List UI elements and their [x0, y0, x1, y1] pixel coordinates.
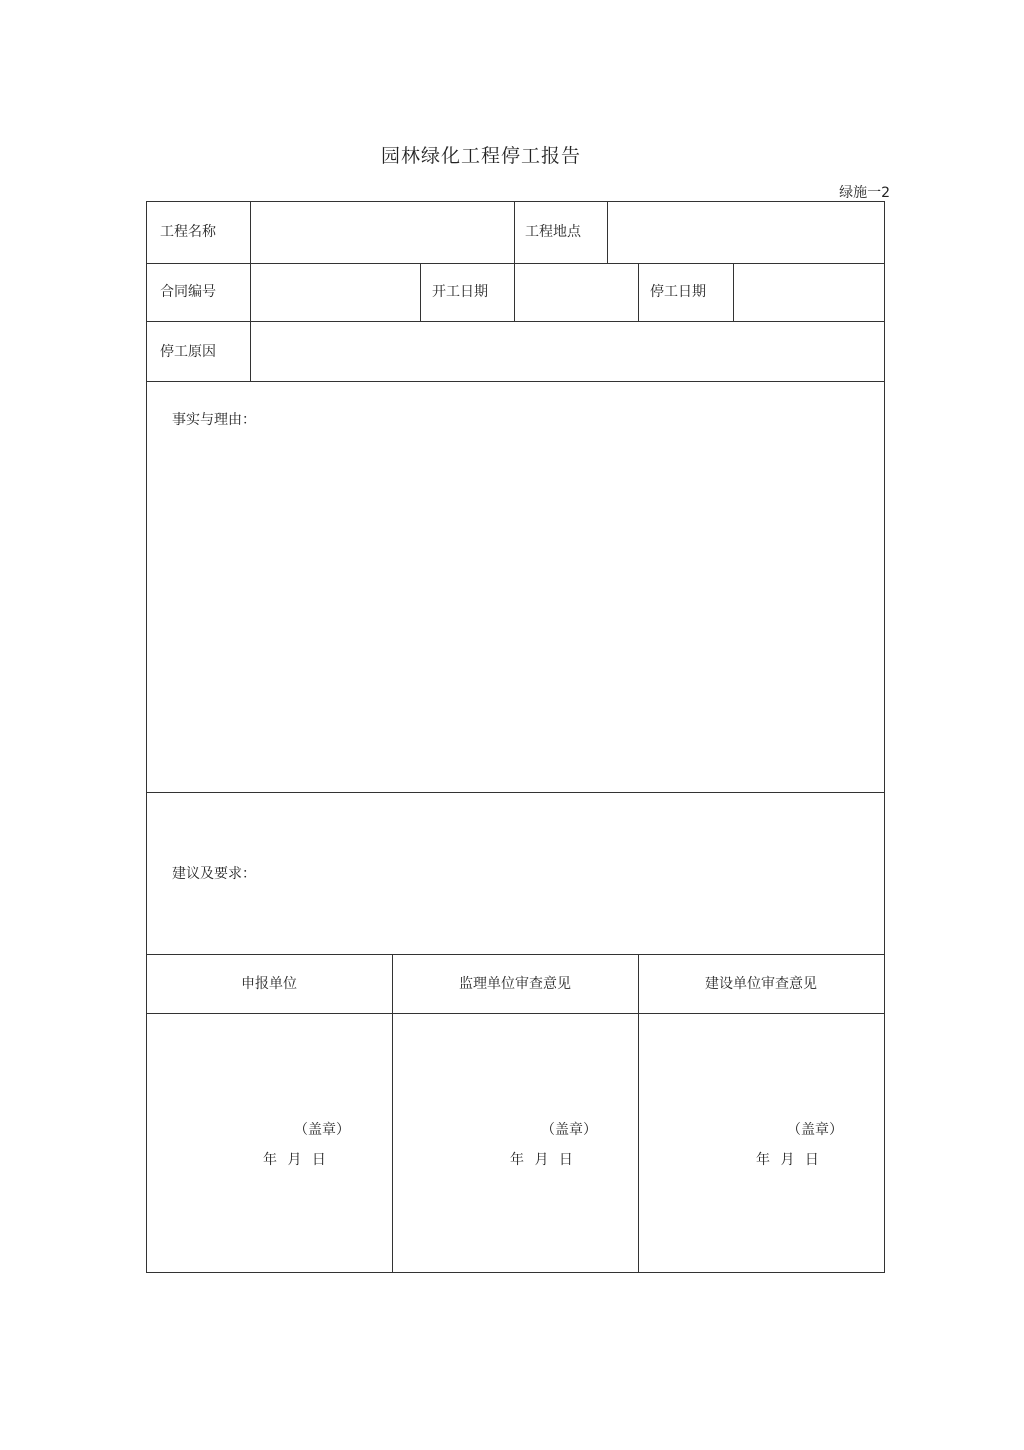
stop-date-label: 停工日期: [650, 284, 706, 300]
project-location-label: 工程地点: [525, 224, 581, 240]
row-divider: [146, 381, 885, 382]
table-border-bottom: [146, 1272, 885, 1273]
stop-reason-label: 停工原因: [160, 344, 216, 360]
col-divider: [607, 201, 608, 263]
project-name-label: 工程名称: [160, 224, 216, 240]
date-placeholder: 年 月 日: [263, 1152, 326, 1168]
col-divider: [250, 263, 251, 321]
row-divider: [146, 954, 885, 955]
col-divider: [514, 263, 515, 321]
seal-text: （盖章）: [294, 1122, 350, 1138]
date-placeholder: 年 月 日: [756, 1152, 819, 1168]
col-divider: [638, 954, 639, 1272]
applicant-unit-header: 申报单位: [241, 976, 297, 992]
row-divider: [146, 1013, 885, 1014]
row-divider: [146, 321, 885, 322]
col-divider: [638, 263, 639, 321]
form-code: 绿施一2: [839, 185, 890, 201]
contract-no-label: 合同编号: [160, 284, 216, 300]
document-title: 园林绿化工程停工报告: [380, 145, 581, 167]
row-divider: [146, 263, 885, 264]
col-divider: [250, 201, 251, 263]
date-placeholder: 年 月 日: [510, 1152, 573, 1168]
col-divider: [733, 263, 734, 321]
supervisor-review-header: 监理单位审查意见: [459, 976, 571, 992]
col-divider: [250, 321, 251, 381]
suggestions-label: 建议及要求：: [172, 866, 256, 882]
table-border-left: [146, 201, 147, 1273]
owner-review-header: 建设单位审查意见: [705, 976, 817, 992]
start-date-label: 开工日期: [432, 284, 488, 300]
facts-label: 事实与理由：: [172, 412, 256, 428]
table-border-top: [146, 201, 885, 202]
col-divider: [420, 263, 421, 321]
row-divider: [146, 792, 885, 793]
seal-text: （盖章）: [541, 1122, 597, 1138]
col-divider: [514, 201, 515, 263]
seal-text: （盖章）: [787, 1122, 843, 1138]
table-border-right: [884, 201, 885, 1273]
col-divider: [392, 954, 393, 1272]
